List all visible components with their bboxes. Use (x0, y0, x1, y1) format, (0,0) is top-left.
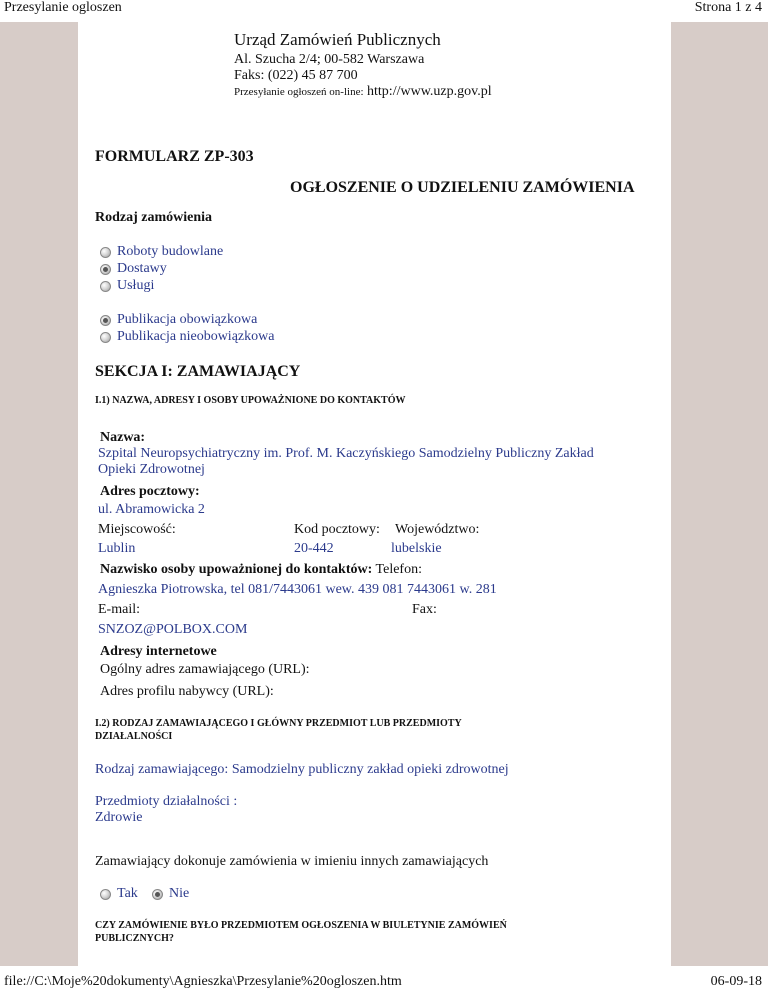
subsection-title-i2-line2: DZIAŁALNOŚCI (95, 731, 173, 742)
document-content (78, 22, 671, 966)
radio-selected-icon (152, 889, 163, 900)
page-number: Strona 1 z 4 (694, 0, 762, 15)
name-value-1: Szpital Neuropsychiatryczny im. Prof. M. Kaczyńskiego Samodzielny Publiczny Zakład (98, 446, 594, 461)
city-value: Lublin (98, 541, 136, 556)
fax-label: Fax: (412, 602, 437, 617)
radio-label: Nie (169, 886, 190, 901)
org-online (234, 84, 492, 100)
radio-tak[interactable] (100, 886, 138, 902)
radio-publikacja-obowiazkowa[interactable] (100, 312, 257, 328)
contact-value: Agnieszka Piotrowska, tel 081/7443061 wew. 439 (98, 582, 379, 597)
radio-label: Publikacja obowiązkowa (117, 312, 258, 327)
radio-icon (100, 281, 111, 292)
bulletin-question-line1: CZY ZAMÓWIENIE BYŁO PRZEDMIOTEM OGŁOSZENIA W BIULETYNIE ZAMÓWIEŃ (95, 920, 507, 931)
postal-value: ul. Abramowicka 2 (98, 502, 205, 517)
name-value-2: Opieki Zdrowotnej (98, 462, 205, 477)
url-profile-label: Adres profilu nabywcy (URL): (100, 684, 274, 699)
org-address: Al. Szucha 2/4; 00-582 Warszawa (234, 52, 425, 67)
web-addresses-label: Adresy internetowe (100, 644, 217, 659)
activity-value: Zdrowie (95, 810, 143, 825)
url-general-label: Ogólny adres zamawiającego (URL): (100, 662, 310, 677)
org-name: Urząd Zamówień Publicznych (234, 30, 441, 49)
name-label: Nazwa: (100, 430, 146, 445)
orderer-kind: Rodzaj zamawiającego: Samodzielny publiczny zakład opieki zdrowotnej (95, 762, 509, 777)
radio-selected-icon (100, 264, 111, 275)
online-url-link[interactable]: http://www.uzp.gov.pl (367, 84, 492, 99)
on-behalf-question: Zamawiający dokonuje zamówienia w imieniu innych zamawiających (95, 854, 489, 869)
radio-icon (100, 247, 111, 258)
order-type-heading: Rodzaj zamówienia (95, 210, 213, 225)
radio-icon (100, 889, 111, 900)
contact-label: Nazwisko osoby upoważnionej do kontaktów: (100, 562, 373, 577)
footer-file-path: file://C:\Moje%20dokumenty\Agnieszka\Przesylanie%20ogloszen.htm (4, 974, 402, 989)
voivodeship-label: Województwo: (395, 522, 480, 537)
page-header-title: Przesylanie ogloszen (4, 0, 122, 15)
radio-label: Publikacja nieobowiązkowa (117, 329, 275, 344)
phone-value: 081 7443061 w. 281 (382, 582, 497, 597)
radio-uslugi[interactable] (100, 278, 154, 294)
zip-value: 20-442 (294, 541, 334, 556)
radio-nie[interactable] (152, 886, 189, 902)
radio-label: Dostawy (117, 261, 167, 276)
radio-label: Roboty budowlane (117, 244, 224, 259)
zip-label: Kod pocztowy: (294, 522, 380, 537)
email-value: SNZOZ@POLBOX.COM (98, 622, 248, 637)
city-label: Miejscowość: (98, 522, 176, 537)
phone-label: Telefon: (375, 562, 422, 577)
org-fax: Faks: (022) 45 87 700 (234, 68, 358, 83)
radio-selected-icon (100, 315, 111, 326)
notice-title: OGŁOSZENIE O UDZIELENIU ZAMÓWIENIA (290, 179, 635, 196)
bulletin-question-line2: PUBLICZNYCH? (95, 933, 174, 944)
radio-label: Usługi (117, 278, 155, 293)
radio-roboty-budowlane[interactable] (100, 244, 223, 260)
online-label: Przesyłanie ogłoszeń on-line: (234, 86, 364, 98)
radio-label: Tak (117, 886, 138, 901)
contact-row-values (98, 582, 497, 598)
activity-label: Przedmioty działalności : (95, 794, 238, 809)
form-title: FORMULARZ ZP-303 (95, 148, 254, 165)
voivodeship-value: lubelskie (391, 541, 442, 556)
contact-row (100, 562, 422, 578)
subsection-title-i2-line1: I.2) RODZAJ ZAMAWIAJĄCEGO I GŁÓWNY PRZEDMIOT LUB PRZEDMIOTY (95, 718, 462, 729)
footer-date: 06-09-18 (710, 974, 762, 989)
postal-label: Adres pocztowy: (100, 484, 200, 499)
radio-publikacja-nieobowiazkowa[interactable] (100, 329, 274, 345)
section-title: SEKCJA I: ZAMAWIAJĄCY (95, 363, 301, 380)
subsection-title-i1: I.1) NAZWA, ADRESY I OSOBY UPOWAŻNIONE DO KONTAKTÓW (95, 395, 406, 406)
radio-icon (100, 332, 111, 343)
email-label: E-mail: (98, 602, 140, 617)
radio-dostawy[interactable] (100, 261, 167, 277)
